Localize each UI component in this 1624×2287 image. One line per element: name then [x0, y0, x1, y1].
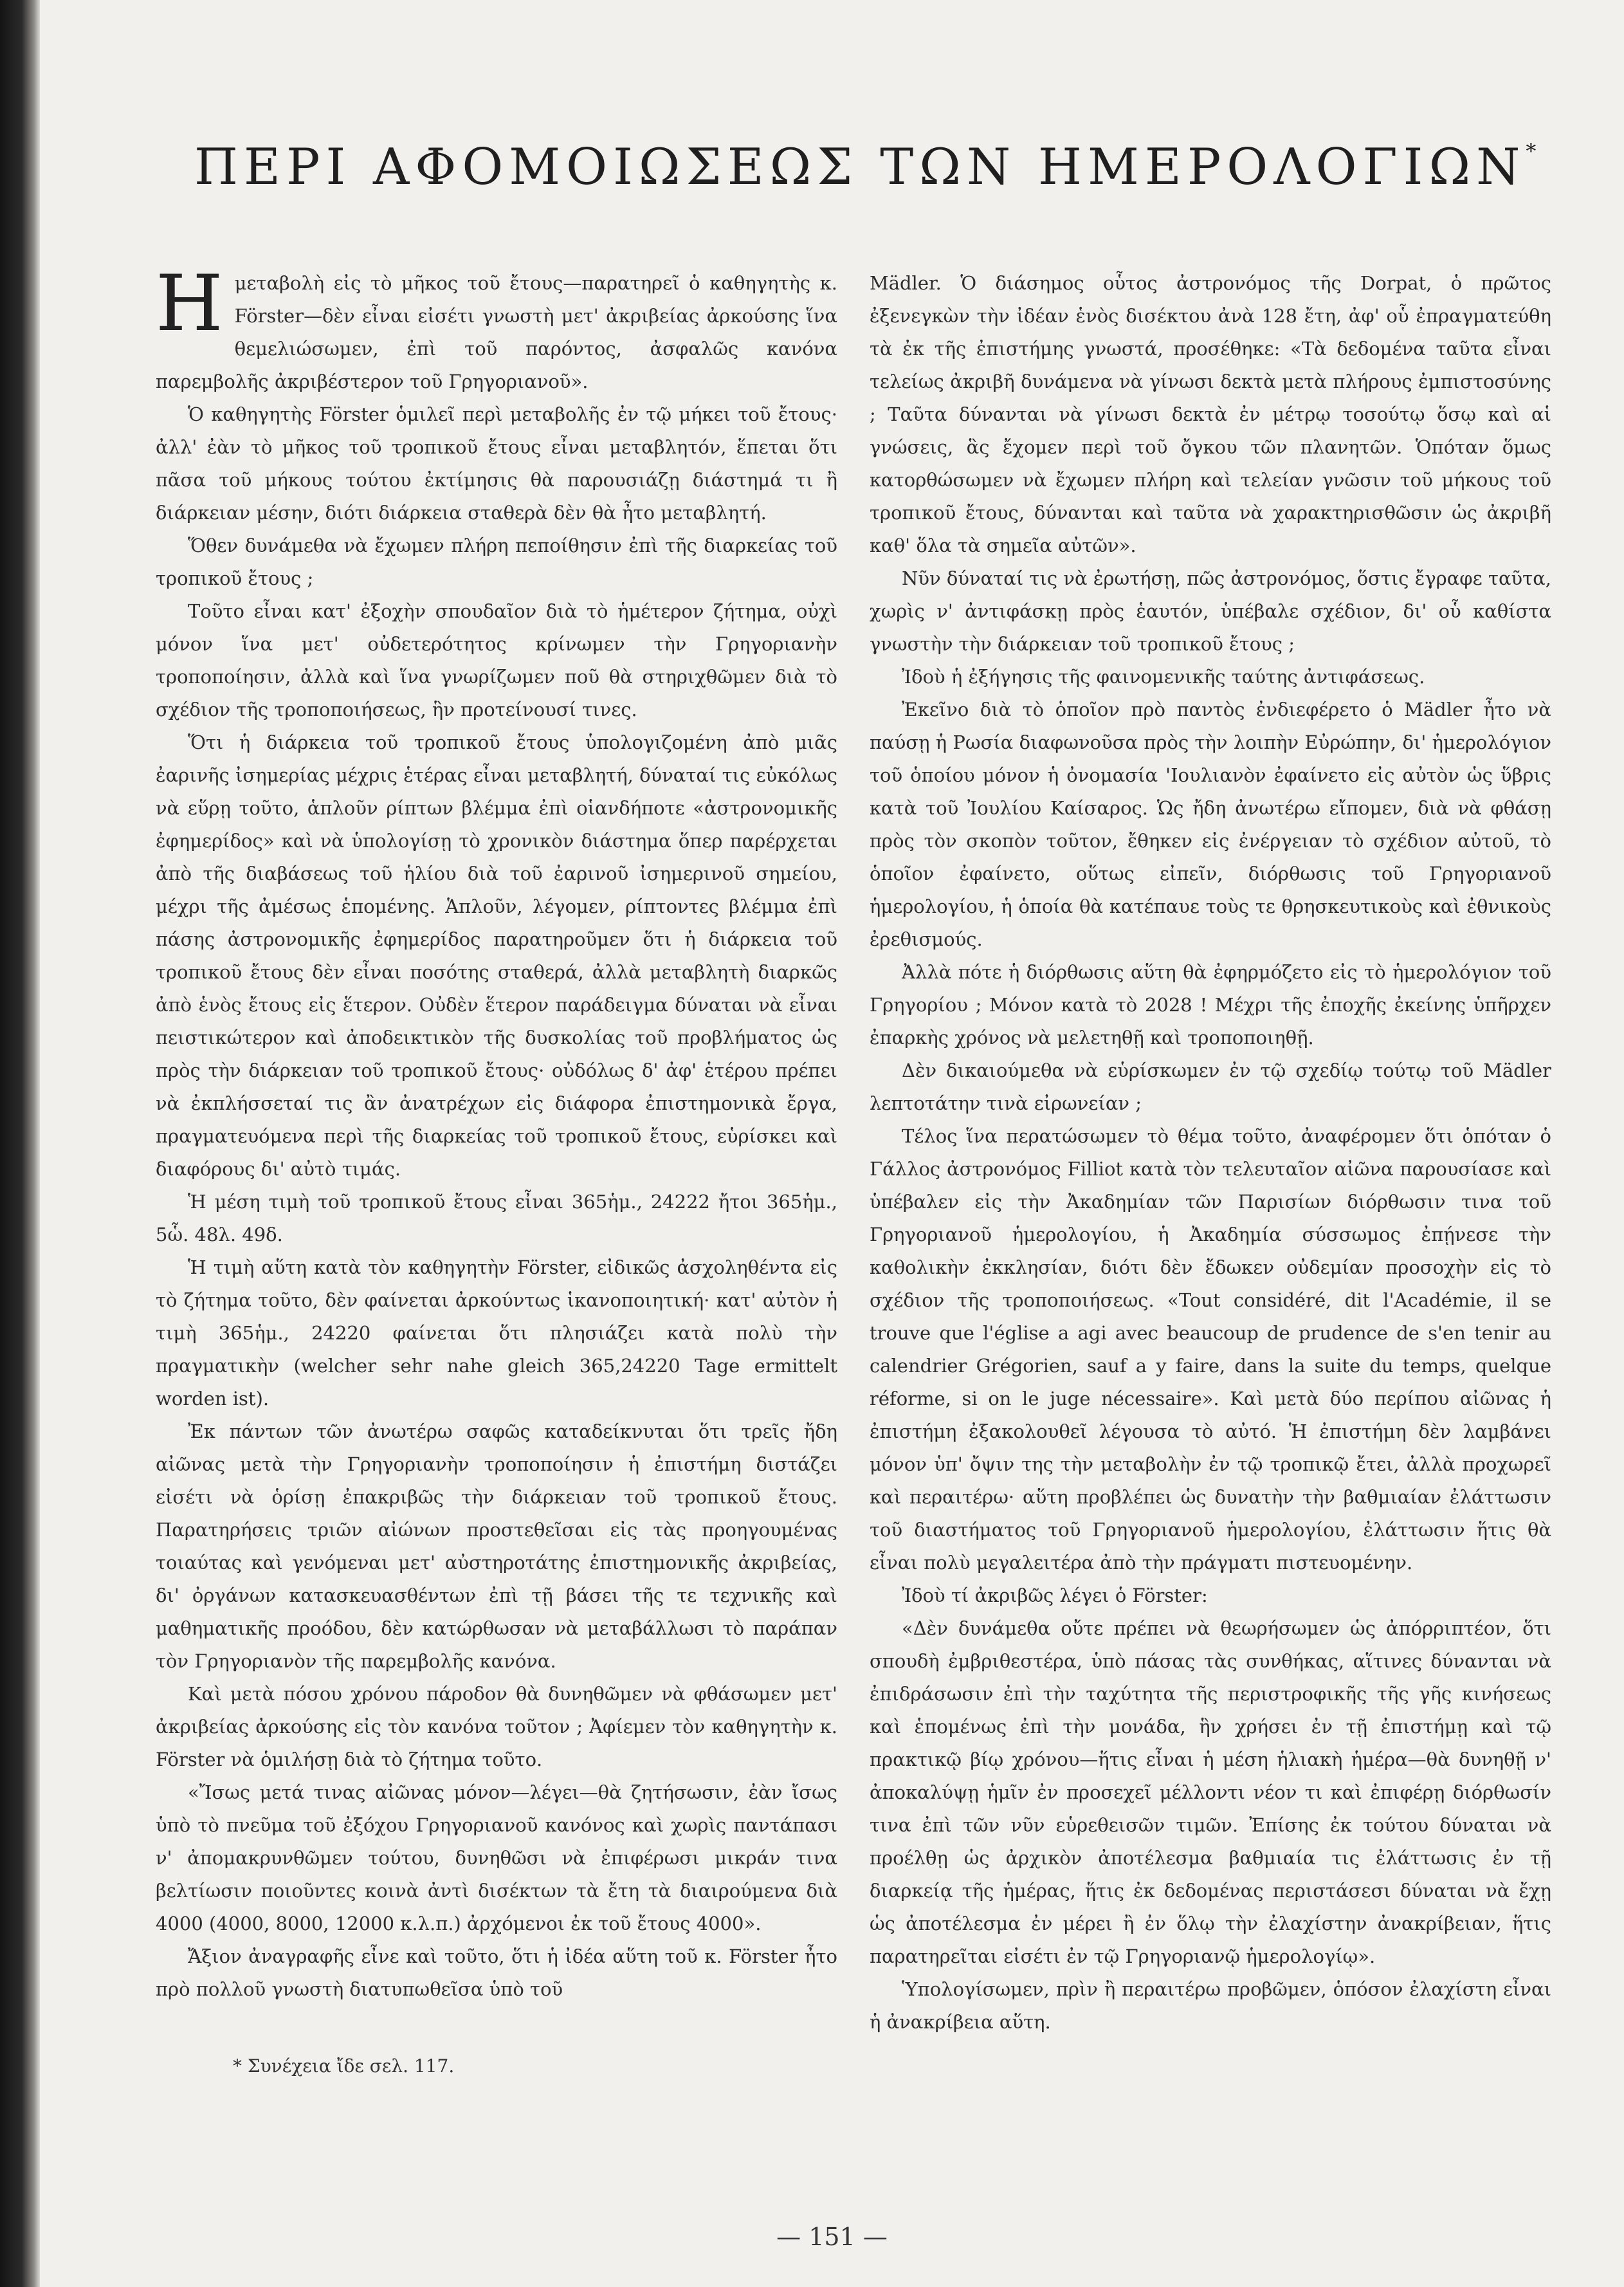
- paragraph: Ἰδοὺ τί ἀκριβῶς λέγει ὁ Förster:: [902, 1584, 1208, 1606]
- paragraph: «Δὲν δυνάμεθα οὔτε πρέπει νὰ θεωρήσωμεν ὡς ἀπόρριπτέον, ὅτι σπουδὴ ἐμβριθεστέρα, ὑπὸ πάσας τὰς συνθήκας, αἵτινες δύνανται νὰ ἐπιδράσωσιν ἐπὶ τὴν ταχύτητα τῆς περιστροφικῆς τῆς γῆς κινήσεως καὶ ἑπομένως ἐπὶ τὴν μονάδα, ἣν χρήσει ἐν τῇ ἐπιστήμῃ καὶ τῷ πρακτικῷ βίῳ χρόνου—ἥτις εἶναι ἡ μέση ἡλιακὴ ἡμέρα—θὰ δυνηθῇ ν' ἀποκαλύψῃ ἡμῖν ἐν προσεχεῖ μέλλοντι νέον τι καὶ ἐπιφέρῃ διόρθωσίν τινα ἐπὶ τῶν νῦν εὑρεθεισῶν τιμῶν. Ἐπίσης ἐκ τούτου δύναται νὰ προέλθῃ ὡς ἀρχικὸν ἀποτέλεσμα βαθμιαία τις ἐλάττωσις ἐν τῇ διαρκείᾳ τῆς ἡμέρας, ἥτις ἐκ δεδομένας περιστάσεσι δύναται νὰ ἔχῃ ὡς ἀποτέλεσμα ἐν μέρει ἢ ἐν ὅλῳ τὴν ἐλαχίστην ἀνακρίβειαν, ἥτις παρατηρεῖται εἰσέτι ἐν τῷ Γρηγοριανῷ ἡμερολογίῳ».: [870, 1617, 1551, 1967]
- book-spine-shadow: [0, 0, 40, 2287]
- footnote: * Συνέχεια ἴδε σελ. 117.: [233, 2055, 455, 2077]
- paragraph: Ἀλλὰ πότε ἡ διόρθωσις αὕτη θὰ ἐφηρμόζετο εἰς τὸ ἡμερολόγιον τοῦ Γρηγορίου ; Μόνον κατὰ τὸ 2028 ! Μέχρι τῆς ἐποχῆς ἐκείνης ὑπῆρχεν ἐπαρκὴς χρόνος νὰ μελετηθῇ καὶ τροποποιηθῇ.: [870, 961, 1551, 1049]
- paragraph: Ἐκεῖνο διὰ τὸ ὁποῖον πρὸ παντὸς ἐνδιεφέρετο ὁ Mädler ἦτο νὰ παύσῃ ἡ Ρωσία διαφωνοῦσα πρὸς τὴν λοιπὴν Εὐρώπην, δι' ἡμερολόγιον τοῦ ὁποίου μόνον ἡ ὀνομασία 'Ιουλιανὸν ἐφαίνετο εἰς αὐτὸν ὡς ὕβρις κατὰ τοῦ Ἰουλίου Καίσαρος. Ὡς ἤδη ἀνωτέρω εἴπομεν, διὰ νὰ φθάσῃ πρὸς τὸν σκοπὸν τοῦτον, ἔθηκεν εἰς ἐνέργειαν τὸ σχέδιον αὐτοῦ, τὸ ὁποῖον ἐφαίνετο, οὕτως εἰπεῖν, διόρθωσις τοῦ Γρηγοριανοῦ ἡμερολογίου, ἡ ὁποία θὰ κατέπαυε τοὺς τε θρησκευτικοὺς καὶ ἐθνικοὺς ἐρεθισμούς.: [870, 699, 1551, 950]
- paragraph: Τέλος ἵνα περατώσωμεν τὸ θέμα τοῦτο, ἀναφέρομεν ὅτι ὁπόταν ὁ Γάλλος ἀστρονόμος Filliot κατὰ τὸν τελευταῖον αἰῶνα παρουσίασε καὶ ὑπέβαλεν εἰς τὴν Ἀκαδημίαν τῶν Παρισίων διόρθωσιν τινα τοῦ Γρηγοριανοῦ ἡμερολογίου, ἡ Ἀκαδημία σύσσωμος ἐπῄνεσε τὴν καθολικὴν ἐκκλησίαν, διότι δὲν ἔδωκεν οὐδεμίαν προσοχὴν εἰς τὸ σχέδιον τῆς τροποποιήσεως. «Tout considéré, dit l'Académie, il se trouve que l'église a agi avec beaucoup de prudence de s'en tenir au calendrier Grégorien, sauf a y faire, dans la suite du temps, quelque réforme, si on le juge nécessaire». Καὶ μετὰ δύο περίπου αἰῶνας ἡ ἐπιστήμη ἐξακολουθεῖ λέγουσα τὸ αὐτό. Ἡ ἐπιστήμη δὲν λαμβάνει μόνον ὑπ' ὄψιν της τὴν μεταβολὴν ἐν τῷ τροπικῷ ἔτει, ἀλλὰ προχωρεῖ καὶ περαιτέρω· αὕτη προβλέπει ὡς δυνατὴν τὴν βαθμιαίαν ἐλάττωσιν τοῦ διαστήματος τοῦ Γρηγοριανοῦ ἡμερολογίου, ἐλάττωσιν ἥτις θὰ εἶναι πολὺ μεγαλειτέρα ἀπὸ τὴν πράγματι πιστευομένην.: [870, 1125, 1551, 1574]
- paragraph: Ὅθεν δυνάμεθα νὰ ἔχωμεν πλήρη πεποίθησιν ἐπὶ τῆς διαρκείας τοῦ τροπικοῦ ἔτους ;: [156, 535, 837, 589]
- paragraph: Ἐκ πάντων τῶν ἀνωτέρω σαφῶς καταδείκνυται ὅτι τρεῖς ἤδη αἰῶνας μετὰ τὴν Γρηγοριανὴν τροποποίησιν ἡ ἐπιστήμη διστάζει εἰσέτι νὰ ὁρίσῃ ἐπακριβῶς τὴν διάρκειαν τοῦ τροπικοῦ ἔτους. Παρατηρήσεις τριῶν αἰώνων προστεθεῖσαι εἰς τὰς προηγουμένας τοιαύτας καὶ γενόμεναι μετ' αὐστηροτάτης ἐπιστημονικῆς ἀκριβείας, δι' ὀργάνων κατασκευασθέντων ἐπὶ τῇ βάσει τῆς τε τεχνικῆς καὶ μαθηματικῆς προόδου, δὲν κατώρθωσαν νὰ μεταβάλλωσι τὸ παράπαν τὸν Γρηγοριανὸν τῆς παρεμβολῆς κανόνα.: [156, 1420, 837, 1672]
- paragraph: Τοῦτο εἶναι κατ' ἐξοχὴν σπουδαῖον διὰ τὸ ἡμέτερον ζήτημα, οὐχὶ μόνον ἵνα μετ' οὐδετερότητος κρίνωμεν τὴν Γρηγοριανὴν τροποποίησιν, ἀλλὰ καὶ ἵνα γνωρίζωμεν ποῦ θὰ στηριχθῶμεν διὰ τὸ σχέδιον τῆς τροποποιήσεως, ἣν προτείνουσί τινες.: [156, 600, 837, 721]
- paragraph: Ἄξιον ἀναγραφῆς εἶνε καὶ τοῦτο, ὅτι ἡ ἰδέα αὕτη τοῦ κ. Förster ἦτο πρὸ πολλοῦ γνωστὴ διατυπωθεῖσα ὑπὸ τοῦ: [156, 1945, 837, 2000]
- drop-cap: Η: [156, 259, 223, 349]
- right-column: [870, 267, 1551, 2039]
- paragraph: Δὲν δικαιούμεθα νὰ εὑρίσκωμεν ἐν τῷ σχεδίῳ τούτῳ τοῦ Mädler λεπτοτάτην τινὰ εἰρωνείαν ;: [870, 1060, 1551, 1114]
- paragraph: Καὶ μετὰ πόσου χρόνου πάροδον θὰ δυνηθῶμεν νὰ φθάσωμεν μετ' ἀκριβείας ἀρκούσης εἰς τὸν κανόνα τοῦτον ; Ἀφίεμεν τὸν καθηγητὴν κ. Förster νὰ ὁμιλήσῃ διὰ τὸ ζήτημα τοῦτο.: [156, 1683, 837, 1770]
- left-column: [156, 259, 837, 2006]
- paragraph: Mädler. Ὁ διάσημος οὗτος ἀστρονόμος τῆς Dorpat, ὁ πρῶτος ἐξενεγκὼν τὴν ἰδέαν ἑνὸς δισέκτου ἀνὰ 128 ἔτη, ἀφ' οὗ ἐπραγματεύθη τὰ ἐκ τῆς ἐπιστήμης γνωστά, προσέθηκε: «Τὰ δεδομένα ταῦτα εἶναι τελείως ἀκριβῆ δυνάμενα νὰ γίνωσι δεκτὰ μετὰ πλήρους ἐμπιστοσύνης ; Ταῦτα δύνανται νὰ γίνωσι δεκτὰ ἐν μέτρῳ τοσούτῳ ὅσῳ καὶ αἱ γνώσεις, ἃς ἔχομεν περὶ τοῦ ὄγκου τῶν πλανητῶν. Ὁπόταν ὅμως κατορθώσωμεν νὰ ἔχωμεν πλήρη καὶ τελείαν γνῶσιν τοῦ μήκους τοῦ τροπικοῦ ἔτους, δύνανται καὶ ταῦτα νὰ χαρακτηρισθῶσιν ὡς ἀκριβῆ καθ' ὅλα τὰ σημεῖα αὐτῶν».: [870, 272, 1551, 556]
- title-footnote-mark: *: [1526, 139, 1537, 163]
- paragraph: [156, 259, 837, 398]
- article-title: [194, 138, 1537, 196]
- paragraph-text: μεταβολὴ εἰς τὸ μῆκος τοῦ ἔτους—παρατηρεῖ ὁ καθηγητὴς κ. Förster—δὲν εἶναι εἰσέτι γνωστὴ μετ' ἀκριβείας ἀρκούσης ἵνα θεμελιώσωμεν, ἐπὶ τοῦ παρόντος, ἀσφαλῶς κανόνα παρεμβολῆς ἀκριβέστερον τοῦ Γρηγοριανοῦ».: [156, 272, 837, 392]
- paragraph: Ὅτι ἡ διάρκεια τοῦ τροπικοῦ ἔτους ὑπολογιζομένη ἀπὸ μιᾶς ἐαρινῆς ἰσημερίας μέχρις ἑτέρας εἶναι μεταβλητή, δύναταί τις εὐκόλως νὰ εὕρῃ τοῦτο, ἁπλοῦν ρίπτων βλέμμα ἐπὶ οἱανδήποτε «ἀστρονομικῆς ἐφημερίδος» καὶ νὰ ὑπολογίσῃ τὸ χρονικὸν διάστημα ὅπερ παρέρχεται ἀπὸ τῆς διαβάσεως τοῦ ἡλίου διὰ τοῦ ἐαρινοῦ ἰσημερινοῦ σημείου, μέχρι τῆς ἀμέσως ἑπομένης. Ἁπλοῦν, λέγομεν, ρίπτοντες βλέμμα ἐπὶ πάσης ἀστρονομικῆς ἐφημερίδος παρατηροῦμεν ὅτι ἡ διάρκεια τοῦ τροπικοῦ ἔτους δὲν εἶναι ποσότης σταθερά, ἀλλὰ μεταβλητὴ διαρκῶς ἀπὸ ἑνὸς ἔτους εἰς ἕτερον. Οὐδὲν ἕτερον παράδειγμα δύναται νὰ εἶναι πειστικώτερον καὶ ἀποδεικτικὸν τῆς δυσκολίας τοῦ προβλήματος ὡς πρὸς τὴν διάρκειαν τοῦ τροπικοῦ ἔτους· οὐδόλως δ' ἀφ' ἑτέρου πρέπει νὰ ἐκπλήσσεταί τις ἂν ἀνατρέχων εἰς διάφορα ἐπιστημονικὰ ἔργα, πραγματευόμενα περὶ τῆς διαρκείας τοῦ τροπικοῦ ἔτους, εὑρίσκει καὶ διαφόρους δι' αὐτὸ τιμάς.: [156, 731, 837, 1180]
- paragraph: «Ἴσως μετά τινας αἰῶνας μόνον—λέγει—θὰ ζητήσωσιν, ἐὰν ἴσως ὑπὸ τὸ πνεῦμα τοῦ ἐξόχου Γρηγοριανοῦ κανόνος καὶ χωρὶς παντάπασι ν' ἀπομακρυνθῶμεν τούτου, δυνηθῶσι νὰ ἐπιφέρωσι μικράν τινα βελτίωσιν ποιοῦντες κοινὰ ἀντὶ δισέκτων τὰ ἔτη τὰ διαιρούμενα διὰ 4000 (4000, 8000, 12000 κ.λ.π.) ἀρχόμενοι ἐκ τοῦ ἔτους 4000».: [156, 1781, 837, 1934]
- paragraph: Ἰδοὺ ἡ ἐξήγησις τῆς φαινομενικῆς ταύτης ἀντιφάσεως.: [902, 666, 1425, 688]
- paragraph: Ἡ μέση τιμὴ τοῦ τροπικοῦ ἔτους εἶναι 365ἡμ., 24222 ἤτοι 365ἡμ., 5ὧ. 48λ. 49δ.: [156, 1191, 837, 1245]
- title-text: ΠΕΡΙ ΑΦΟΜΟΙΩΣΕΩΣ ΤΩΝ ΗΜΕΡΟΛΟΓΙΩΝ: [194, 138, 1526, 196]
- page-number: — 151 —: [776, 2223, 888, 2251]
- paragraph: Ὑπολογίσωμεν, πρὶν ἢ περαιτέρω προβῶμεν, ὁπόσον ἐλαχίστη εἶναι ἡ ἀνακρίβεια αὕτη.: [870, 1978, 1551, 2033]
- paragraph: Ὁ καθηγητὴς Förster ὁμιλεῖ περὶ μεταβολῆς ἐν τῷ μήκει τοῦ ἔτους· ἀλλ' ἐὰν τὸ μῆκος τοῦ τροπικοῦ ἔτους εἶναι μεταβλητόν, ἕπεται ὅτι πᾶσα τοῦ μήκους τούτου ἐκτίμησις θὰ παρουσιάζῃ διάστημά τι ἢ διάρκειαν μέσην, διότι διάρκεια σταθερὰ δὲν θὰ ἦτο μεταβλητή.: [156, 403, 837, 524]
- paragraph: Ἡ τιμὴ αὕτη κατὰ τὸν καθηγητὴν Förster, εἰδικῶς ἀσχοληθέντα εἰς τὸ ζήτημα τοῦτο, δὲν φαίνεται ἀρκούντως ἱκανοποιητική· κατ' αὐτὸν ἡ τιμὴ 365ἡμ., 24220 φαίνεται ὅτι πλησιάζει κατὰ πολὺ τὴν πραγματικὴν (welcher sehr nahe gleich 365,24220 Tage ermittelt worden ist).: [156, 1256, 837, 1410]
- book-page: [40, 0, 1624, 2287]
- paragraph: Νῦν δύναταί τις νὰ ἐρωτήσῃ, πῶς ἀστρονόμος, ὅστις ἔγραφε ταῦτα, χωρὶς ν' ἀντιφάσκῃ πρὸς ἑαυτόν, ὑπέβαλε σχέδιον, δι' οὗ καθίστα γνωστὴν τὴν διάρκειαν τοῦ τροπικοῦ ἔτους ;: [870, 567, 1551, 655]
